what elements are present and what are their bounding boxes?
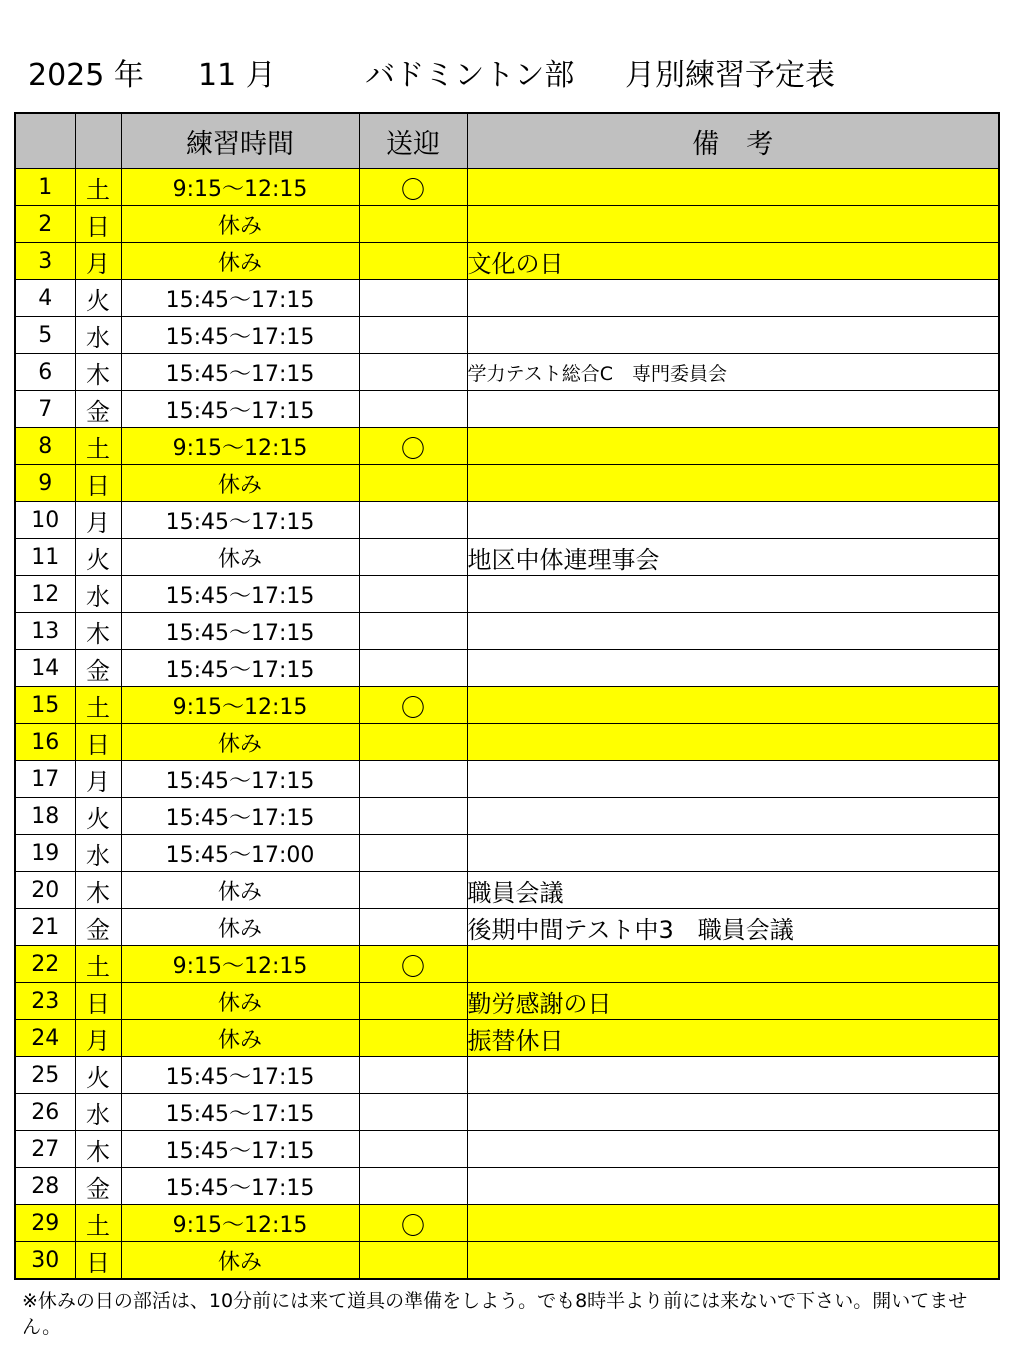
time-cell: 9:15～12:15 — [121, 169, 359, 206]
time-cell: 休み — [121, 465, 359, 502]
weekday-cell: 金 — [75, 909, 121, 946]
time-cell: 15:45～17:15 — [121, 317, 359, 354]
weekday-cell: 月 — [75, 502, 121, 539]
weekday-cell: 火 — [75, 539, 121, 576]
day-cell: 12 — [15, 576, 75, 613]
day-cell: 3 — [15, 243, 75, 280]
table-row — [15, 576, 999, 613]
note-cell — [467, 1131, 999, 1168]
weekday-cell: 月 — [75, 1020, 121, 1057]
note-cell — [467, 1094, 999, 1131]
day-cell: 7 — [15, 391, 75, 428]
table-row — [15, 1057, 999, 1094]
table-row — [15, 169, 999, 206]
weekday-cell: 日 — [75, 465, 121, 502]
time-cell: 休み — [121, 206, 359, 243]
header-time: 練習時間 — [121, 113, 359, 169]
note-cell — [467, 798, 999, 835]
time-cell: 休み — [121, 909, 359, 946]
table-row — [15, 206, 999, 243]
pickup-cell: 〇 — [359, 1205, 467, 1242]
time-cell: 15:45～17:15 — [121, 798, 359, 835]
note-cell — [467, 1168, 999, 1205]
weekday-cell: 日 — [75, 724, 121, 761]
weekday-cell: 土 — [75, 946, 121, 983]
time-cell: 休み — [121, 539, 359, 576]
note-cell — [467, 280, 999, 317]
note-cell — [467, 724, 999, 761]
day-cell: 10 — [15, 502, 75, 539]
time-cell: 15:45～17:15 — [121, 613, 359, 650]
weekday-cell: 金 — [75, 1168, 121, 1205]
note-cell — [467, 687, 999, 724]
table-row — [15, 650, 999, 687]
pickup-cell — [359, 465, 467, 502]
pickup-cell — [359, 761, 467, 798]
pickup-cell — [359, 1168, 467, 1205]
weekday-cell: 水 — [75, 317, 121, 354]
table-row — [15, 983, 999, 1020]
weekday-cell: 月 — [75, 243, 121, 280]
day-cell: 17 — [15, 761, 75, 798]
weekday-cell: 水 — [75, 576, 121, 613]
note-cell — [467, 465, 999, 502]
weekday-cell: 土 — [75, 1205, 121, 1242]
header-pickup: 送迎 — [359, 113, 467, 169]
note-cell: 振替休日 — [467, 1020, 999, 1057]
note-cell — [467, 761, 999, 798]
table-row — [15, 502, 999, 539]
note-cell — [467, 1205, 999, 1242]
day-cell: 8 — [15, 428, 75, 465]
weekday-cell: 水 — [75, 835, 121, 872]
pickup-cell — [359, 909, 467, 946]
table-row — [15, 761, 999, 798]
time-cell: 休み — [121, 872, 359, 909]
note-cell — [467, 576, 999, 613]
note-cell: 学力テスト総合C 専門委員会 — [467, 354, 999, 391]
day-cell: 16 — [15, 724, 75, 761]
pickup-cell — [359, 1020, 467, 1057]
pickup-cell — [359, 650, 467, 687]
time-cell: 15:45～17:15 — [121, 1131, 359, 1168]
weekday-cell: 日 — [75, 206, 121, 243]
day-cell: 22 — [15, 946, 75, 983]
day-cell: 5 — [15, 317, 75, 354]
pickup-cell — [359, 1242, 467, 1280]
time-cell: 休み — [121, 983, 359, 1020]
table-row — [15, 243, 999, 280]
time-cell: 9:15～12:15 — [121, 946, 359, 983]
day-cell: 20 — [15, 872, 75, 909]
time-cell: 15:45～17:15 — [121, 1168, 359, 1205]
day-cell: 14 — [15, 650, 75, 687]
day-cell: 30 — [15, 1242, 75, 1280]
note-cell — [467, 1057, 999, 1094]
time-cell: 15:45～17:00 — [121, 835, 359, 872]
pickup-cell — [359, 983, 467, 1020]
weekday-cell: 木 — [75, 613, 121, 650]
day-cell: 1 — [15, 169, 75, 206]
time-cell: 15:45～17:15 — [121, 1057, 359, 1094]
note-cell: 後期中間テスト中3 職員会議 — [467, 909, 999, 946]
time-cell: 15:45～17:15 — [121, 354, 359, 391]
day-cell: 26 — [15, 1094, 75, 1131]
pickup-cell — [359, 724, 467, 761]
table-row — [15, 946, 999, 983]
note-cell — [467, 502, 999, 539]
table-row — [15, 1168, 999, 1205]
header-row — [15, 113, 999, 169]
day-cell: 27 — [15, 1131, 75, 1168]
day-cell: 23 — [15, 983, 75, 1020]
pickup-cell — [359, 613, 467, 650]
weekday-cell: 金 — [75, 391, 121, 428]
time-cell: 15:45～17:15 — [121, 502, 359, 539]
pickup-cell: 〇 — [359, 169, 467, 206]
table-row — [15, 798, 999, 835]
day-cell: 25 — [15, 1057, 75, 1094]
day-cell: 19 — [15, 835, 75, 872]
note-cell: 文化の日 — [467, 243, 999, 280]
day-cell: 29 — [15, 1205, 75, 1242]
day-cell: 2 — [15, 206, 75, 243]
pickup-cell: 〇 — [359, 687, 467, 724]
day-cell: 18 — [15, 798, 75, 835]
note-cell — [467, 169, 999, 206]
time-cell: 休み — [121, 1020, 359, 1057]
pickup-cell — [359, 206, 467, 243]
table-row — [15, 317, 999, 354]
day-cell: 21 — [15, 909, 75, 946]
note-cell — [467, 428, 999, 465]
page-title — [28, 50, 835, 93]
pickup-cell — [359, 1094, 467, 1131]
header-notes: 備 考 — [467, 113, 999, 169]
table-row — [15, 1020, 999, 1057]
note-cell — [467, 835, 999, 872]
note-cell: 地区中体連理事会 — [467, 539, 999, 576]
pickup-cell — [359, 798, 467, 835]
pickup-cell — [359, 243, 467, 280]
time-cell: 15:45～17:15 — [121, 761, 359, 798]
pickup-cell — [359, 354, 467, 391]
pickup-cell — [359, 539, 467, 576]
table-row — [15, 280, 999, 317]
time-cell: 15:45～17:15 — [121, 280, 359, 317]
note-cell — [467, 206, 999, 243]
weekday-cell: 火 — [75, 280, 121, 317]
weekday-cell: 火 — [75, 798, 121, 835]
footer-note: ※休みの日の部活は、10分前には来て道具の準備をしよう。でも8時半より前には来ないで下さい。開いてません。 — [22, 1290, 968, 1338]
table-row — [15, 354, 999, 391]
table-row — [15, 909, 999, 946]
header-day — [15, 113, 75, 169]
note-cell: 勤労感謝の日 — [467, 983, 999, 1020]
table-row — [15, 687, 999, 724]
time-cell: 15:45～17:15 — [121, 650, 359, 687]
pickup-cell — [359, 317, 467, 354]
weekday-cell: 日 — [75, 1242, 121, 1280]
title-subtitle: 月別練習予定表 — [625, 58, 835, 93]
header-weekday — [75, 113, 121, 169]
schedule-body — [15, 169, 999, 1280]
title-month: 11 月 — [198, 58, 276, 93]
note-cell — [467, 613, 999, 650]
pickup-cell: 〇 — [359, 946, 467, 983]
table-row — [15, 465, 999, 502]
table-row — [15, 539, 999, 576]
pickup-cell — [359, 502, 467, 539]
note-cell — [467, 317, 999, 354]
time-cell: 9:15～12:15 — [121, 428, 359, 465]
note-cell — [467, 391, 999, 428]
table-row — [15, 428, 999, 465]
title-year: 2025 年 — [28, 58, 144, 93]
weekday-cell: 土 — [75, 428, 121, 465]
table-row — [15, 1131, 999, 1168]
time-cell: 15:45～17:15 — [121, 1094, 359, 1131]
weekday-cell: 木 — [75, 354, 121, 391]
table-row — [15, 724, 999, 761]
note-cell — [467, 650, 999, 687]
weekday-cell: 木 — [75, 1131, 121, 1168]
weekday-cell: 土 — [75, 169, 121, 206]
weekday-cell: 金 — [75, 650, 121, 687]
pickup-cell — [359, 576, 467, 613]
time-cell: 休み — [121, 243, 359, 280]
weekday-cell: 月 — [75, 761, 121, 798]
weekday-cell: 火 — [75, 1057, 121, 1094]
weekday-cell: 土 — [75, 687, 121, 724]
time-cell: 9:15～12:15 — [121, 1205, 359, 1242]
table-row — [15, 391, 999, 428]
day-cell: 15 — [15, 687, 75, 724]
time-cell: 休み — [121, 1242, 359, 1280]
schedule-table — [14, 112, 1000, 1280]
pickup-cell — [359, 391, 467, 428]
pickup-cell — [359, 1131, 467, 1168]
note-cell: 職員会議 — [467, 872, 999, 909]
day-cell: 13 — [15, 613, 75, 650]
time-cell: 9:15～12:15 — [121, 687, 359, 724]
time-cell: 休み — [121, 724, 359, 761]
table-row — [15, 835, 999, 872]
table-row — [15, 872, 999, 909]
day-cell: 24 — [15, 1020, 75, 1057]
pickup-cell — [359, 835, 467, 872]
table-row — [15, 1094, 999, 1131]
weekday-cell: 日 — [75, 983, 121, 1020]
weekday-cell: 木 — [75, 872, 121, 909]
title-club: バドミントン部 — [365, 58, 575, 93]
note-cell — [467, 1242, 999, 1280]
table-row — [15, 613, 999, 650]
table-row — [15, 1205, 999, 1242]
day-cell: 9 — [15, 465, 75, 502]
pickup-cell — [359, 280, 467, 317]
day-cell: 28 — [15, 1168, 75, 1205]
day-cell: 11 — [15, 539, 75, 576]
pickup-cell — [359, 872, 467, 909]
note-cell — [467, 946, 999, 983]
time-cell: 15:45～17:15 — [121, 576, 359, 613]
day-cell: 4 — [15, 280, 75, 317]
weekday-cell: 水 — [75, 1094, 121, 1131]
table-row — [15, 1242, 999, 1280]
pickup-cell — [359, 1057, 467, 1094]
pickup-cell: 〇 — [359, 428, 467, 465]
day-cell: 6 — [15, 354, 75, 391]
time-cell: 15:45～17:15 — [121, 391, 359, 428]
